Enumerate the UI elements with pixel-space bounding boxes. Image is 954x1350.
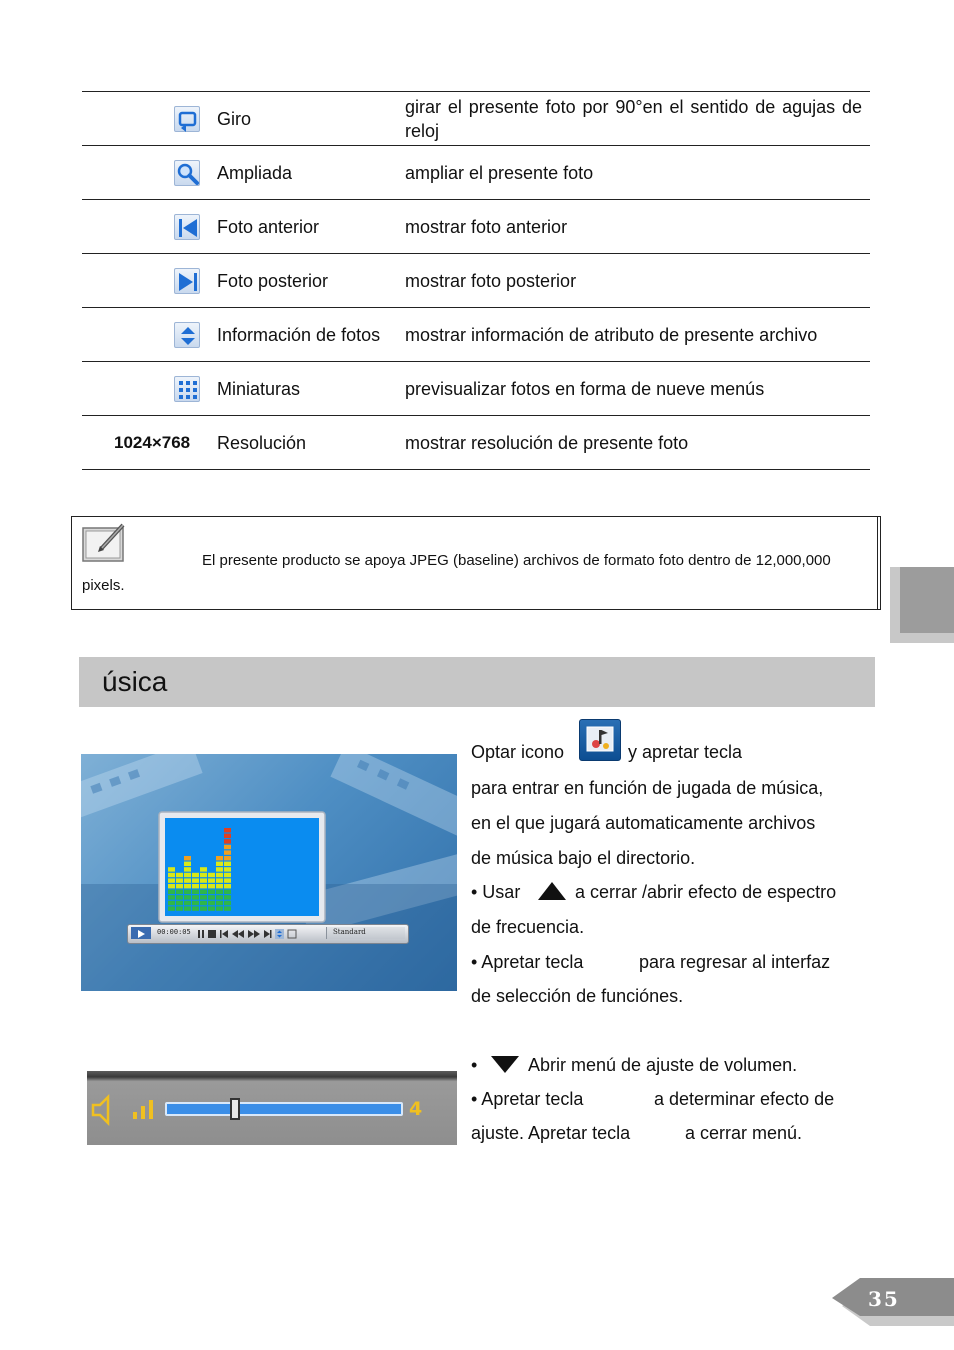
row-name: Ampliada <box>217 162 293 183</box>
spectrum-segment <box>200 895 207 899</box>
spectrum-segment <box>224 862 231 866</box>
spectrum-segment <box>224 895 231 899</box>
volume-line-1a: • <box>471 1055 478 1075</box>
spectrum-segment <box>192 873 199 877</box>
controls-table <box>82 91 870 470</box>
spectrum-segment <box>176 878 183 882</box>
volume-line-1b: Abrir menú de ajuste de volumen. <box>528 1055 798 1075</box>
up-arrow-icon <box>537 880 567 907</box>
spectrum-segment <box>184 873 191 877</box>
spectrum-segment <box>192 895 199 899</box>
spectrum-segment <box>168 890 175 894</box>
spectrum-segment <box>224 884 231 888</box>
section-header <box>79 657 875 707</box>
previous-icon <box>174 214 200 240</box>
row-name: Giro <box>217 108 252 129</box>
volume-line-2a: • Apretar tecla <box>471 1089 584 1109</box>
spectrum-segment <box>200 901 207 905</box>
spectrum-segment <box>224 834 231 838</box>
spectrum-segment <box>216 867 223 871</box>
thumbnails-icon <box>174 376 200 402</box>
volume-line-2b: a determinar efecto de <box>654 1089 835 1109</box>
music-line-5b: a cerrar /abrir efecto de espectro <box>575 882 837 902</box>
spectrum-segment <box>168 873 175 877</box>
spectrum-segment <box>184 895 191 899</box>
spectrum-segment <box>208 873 215 877</box>
spectrum-segment <box>168 878 175 882</box>
spectrum-segment <box>192 901 199 905</box>
row-desc: girar el presente foto por 90°en el sentido de agujas de reloj <box>405 96 862 141</box>
spectrum-segment <box>176 873 183 877</box>
player-time: 00:00:05 <box>157 928 191 936</box>
note-text: El presente producto se apoya JPEG (baseline) archivos de formato foto dentro de 12,000,000 pixels. <box>82 552 831 594</box>
chapter-tab <box>890 567 954 643</box>
spectrum-segment <box>224 856 231 860</box>
table-row <box>82 253 870 307</box>
table-row <box>82 307 870 361</box>
volume-level: 4 <box>409 1098 423 1120</box>
spectrum-segment <box>192 884 199 888</box>
player-background <box>81 754 457 991</box>
spectrum-segment <box>216 884 223 888</box>
page-number: 35 <box>868 1287 900 1311</box>
spectrum-segment <box>224 878 231 882</box>
signal-bars-icon <box>131 1097 157 1121</box>
spectrum-segment <box>176 901 183 905</box>
row-name: Resolución <box>217 432 307 453</box>
spectrum-segment <box>224 850 231 854</box>
spectrum-segment <box>168 884 175 888</box>
spectrum-segment <box>200 890 207 894</box>
resolution-value: 1024×768 <box>114 432 191 452</box>
player-transport-icons[interactable] <box>198 928 308 940</box>
spectrum-segment <box>224 867 231 871</box>
row-name: Foto anterior <box>217 216 320 237</box>
row-desc: mostrar información de atributo de presente archivo <box>405 324 818 345</box>
music-app-icon <box>579 719 621 761</box>
play-button[interactable] <box>131 927 151 939</box>
row-name: Miniaturas <box>217 378 301 399</box>
spectrum-segment <box>200 867 207 871</box>
row-name: Foto posterior <box>217 270 329 291</box>
spectrum-segment <box>224 873 231 877</box>
music-line-1b: y apretar tecla <box>628 742 743 762</box>
music-line-5a: • Usar <box>471 882 521 902</box>
music-line-8: de selección de funciónes. <box>471 986 684 1006</box>
music-line-2: para entrar en función de jugada de música, <box>471 778 824 798</box>
row-desc: mostrar foto anterior <box>405 216 568 237</box>
spectrum-segment <box>168 906 175 910</box>
spectrum-segment <box>208 890 215 894</box>
spectrum-segment <box>176 906 183 910</box>
music-line-6: de frecuencia. <box>471 917 585 937</box>
volume-line-3b: a cerrar menú. <box>685 1123 803 1143</box>
music-line-7a: • Apretar tecla <box>471 952 584 972</box>
music-line-3: en el que jugará automaticamente archivos <box>471 813 816 833</box>
spectrum-segment <box>216 873 223 877</box>
spectrum-segment <box>184 867 191 871</box>
volume-slider[interactable] <box>165 1102 403 1116</box>
spectrum-segment <box>224 845 231 849</box>
spectrum-segment <box>200 906 207 910</box>
zoom-icon <box>174 160 200 186</box>
spectrum-segment <box>208 884 215 888</box>
spectrum-segment <box>176 890 183 894</box>
spectrum-segment <box>216 906 223 910</box>
spectrum-segment <box>184 856 191 860</box>
table-row <box>82 145 870 199</box>
next-icon <box>174 268 200 294</box>
spectrum-segment <box>168 895 175 899</box>
spectrum-segment <box>216 895 223 899</box>
chapter-tab-inner <box>900 567 954 633</box>
spectrum-segment <box>192 890 199 894</box>
row-name: Información de fotos <box>217 324 381 345</box>
spectrum-segment <box>216 862 223 866</box>
spectrum-segment <box>184 906 191 910</box>
note-box <box>71 516 881 610</box>
row-desc: mostrar resolución de presente foto <box>405 432 689 453</box>
spectrum-segment <box>184 862 191 866</box>
spectrum-segment <box>192 878 199 882</box>
music-line-4: de música bajo el directorio. <box>471 848 696 868</box>
spectrum-segment <box>224 828 231 832</box>
player-control-bar <box>127 924 409 944</box>
spectrum-segment <box>208 906 215 910</box>
mode-selector[interactable] <box>326 927 405 939</box>
spectrum-segment <box>208 901 215 905</box>
spectrum-segment <box>184 890 191 894</box>
mode-label: Standard <box>333 928 366 936</box>
table-row <box>82 91 870 145</box>
section-title: úsica <box>102 666 168 697</box>
table-row <box>82 415 870 470</box>
spectrum-segment <box>168 901 175 905</box>
down-arrow-icon <box>490 1054 520 1079</box>
rotate-icon <box>174 106 200 132</box>
spectrum-segment <box>208 878 215 882</box>
spectrum-segment <box>176 884 183 888</box>
table-row <box>82 361 870 415</box>
music-player-screenshot <box>81 754 457 991</box>
spectrum-segment <box>216 878 223 882</box>
spectrum-segment <box>200 873 207 877</box>
spectrum-segment <box>168 867 175 871</box>
spectrum-segment <box>208 895 215 899</box>
music-line-1 <box>471 740 564 764</box>
spectrum-segment <box>184 901 191 905</box>
spectrum-segment <box>200 878 207 882</box>
spectrum-segment <box>216 901 223 905</box>
row-desc: previsualizar fotos en forma de nueve menús <box>405 378 765 399</box>
volume-line-3a: ajuste. Apretar tecla <box>471 1123 631 1143</box>
spectrum-segment <box>176 895 183 899</box>
spectrum-segment <box>184 878 191 882</box>
spectrum-segment <box>184 884 191 888</box>
spectrum-segment <box>192 906 199 910</box>
volume-slider-thumb[interactable] <box>230 1098 240 1120</box>
spectrum-segment <box>224 839 231 843</box>
spectrum-segment <box>216 890 223 894</box>
speaker-icon <box>89 1093 119 1127</box>
row-desc: mostrar foto posterior <box>405 270 577 291</box>
spectrum-bars <box>167 820 237 914</box>
volume-panel-screenshot <box>87 1071 457 1145</box>
spectrum-segment <box>224 890 231 894</box>
text: Optar icono <box>471 742 565 762</box>
spectrum-segment <box>224 906 231 910</box>
spectrum-segment <box>200 884 207 888</box>
info-icon <box>174 322 200 348</box>
music-line-7b: para regresar al interfaz <box>639 952 831 972</box>
table-row <box>82 199 870 253</box>
spectrum-segment <box>216 856 223 860</box>
spectrum-segment <box>224 901 231 905</box>
row-desc: ampliar el presente foto <box>405 162 594 183</box>
